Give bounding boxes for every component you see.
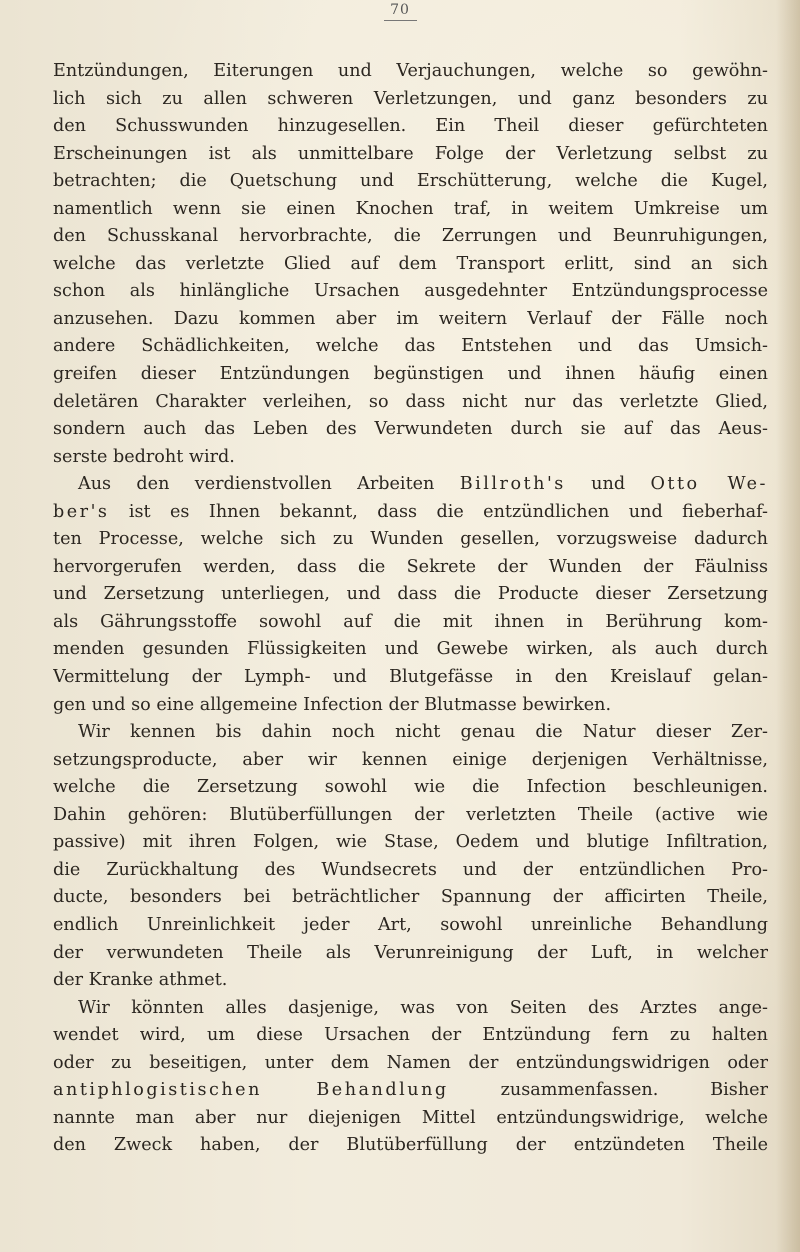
text-line: serste bedroht wird. bbox=[53, 446, 235, 467]
paragraph bbox=[53, 995, 768, 1160]
text-line: der Kranke athmet. bbox=[53, 970, 228, 991]
text-line: setzungsproducte, aber wir kennen einige derjenigen Verhältnisse, bbox=[53, 749, 768, 770]
author-name-billroth: Billroth's bbox=[459, 474, 566, 495]
text-line: greifen dieser Entzündungen begünstigen und ihnen häufig einen bbox=[53, 364, 768, 385]
text-line: welche das verletzte Glied auf dem Transport erlitt, sind an sich bbox=[53, 253, 768, 274]
paragraph bbox=[53, 58, 768, 471]
text-line: passive) mit ihren Folgen, wie Stase, Oedem und blutige Infiltration, bbox=[53, 832, 768, 853]
text-line: lich sich zu allen schweren Verletzungen, und ganz besonders zu bbox=[53, 88, 768, 109]
page-edge-shadow bbox=[776, 0, 800, 1252]
text-line bbox=[53, 1077, 768, 1105]
text-line: namentlich wenn sie einen Knochen traf, in weitem Umkreise um bbox=[53, 198, 768, 219]
page-number-underline bbox=[384, 20, 417, 21]
text-line: den Schusskanal hervorbrachte, die Zerrungen und Beunruhigungen, bbox=[53, 226, 768, 247]
text-run: Aus den verdienstvollen Arbeiten bbox=[78, 474, 460, 495]
text-line: menden gesunden Flüssigkeiten und Gewebe wirken, als auch durch bbox=[53, 639, 768, 660]
text-line bbox=[53, 471, 768, 499]
paragraph bbox=[53, 719, 768, 994]
text-line: welche die Zersetzung sowohl wie die Infection beschleunigen. bbox=[53, 777, 768, 798]
text-line: betrachten; die Quetschung und Erschütterung, welche die Kugel, bbox=[53, 171, 768, 192]
text-line: nannte man aber nur diejenigen Mittel entzündungswidrige, welche bbox=[53, 1107, 768, 1128]
text-line: endlich Unreinlichkeit jeder Art, sowohl unreinliche Behandlung bbox=[53, 914, 768, 935]
text-line: ducte, besonders bei beträchtlicher Spannung der afficirten Theile, bbox=[53, 887, 768, 908]
text-line: als Gährungsstoffe sowohl auf die mit ihnen in Berührung kom- bbox=[53, 611, 768, 632]
text-line: den Schusswunden hinzugesellen. Ein Theil dieser gefürchteten bbox=[53, 116, 768, 137]
text-line: anzusehen. Dazu kommen aber im weitern Verlauf der Fälle noch bbox=[53, 308, 768, 329]
text-line: sondern auch das Leben des Verwundeten durch sie auf das Aeus- bbox=[53, 419, 768, 440]
text-line: Wir könnten alles dasjenige, was von Seiten des Arztes ange- bbox=[78, 997, 768, 1018]
text-line: ten Processe, welche sich zu Wunden gesellen, vorzugsweise dadurch bbox=[53, 529, 768, 550]
author-name-weber-tail: ber's bbox=[53, 501, 110, 522]
text-line: Erscheinungen ist als unmittelbare Folge der Verletzung selbst zu bbox=[53, 143, 768, 164]
text-line: oder zu beseitigen, unter dem Namen der entzündungswidrigen oder bbox=[53, 1052, 768, 1073]
text-line: Vermittelung der Lymph- und Blutgefässe in den Kreislauf gelan- bbox=[53, 667, 768, 688]
text-line: hervorgerufen werden, dass die Sekrete der Wunden der Fäulniss bbox=[53, 556, 768, 577]
author-name-otto-weber: Otto We- bbox=[650, 474, 768, 495]
text-line: den Zweck haben, der Blutüberfüllung der entzündeten Theile bbox=[53, 1135, 768, 1156]
text-line: andere Schädlichkeiten, welche das Entstehen und das Umsich- bbox=[53, 336, 768, 357]
paragraph bbox=[53, 471, 768, 719]
text-line: gen und so eine allgemeine Infection der Blutmasse bewirken. bbox=[53, 694, 612, 715]
text-line bbox=[53, 499, 768, 527]
text-run: ist es Ihnen bekannt, dass die entzündlichen und fieberhaf- bbox=[109, 501, 768, 522]
text-line: schon als hinlängliche Ursachen ausgedehnter Entzündungsprocesse bbox=[53, 281, 768, 302]
emphasized-term-antiphlogistic: antiphlogistischen Behandlung bbox=[53, 1080, 449, 1101]
body-text bbox=[53, 58, 768, 1160]
text-line: Dahin gehören: Blutüberfüllungen der verletzten Theile (active wie bbox=[53, 804, 768, 825]
text-line: Entzündungen, Eiterungen und Verjauchungen, welche so gewöhn- bbox=[53, 61, 768, 81]
text-line: und Zersetzung unterliegen, und dass die Producte dieser Zersetzung bbox=[53, 584, 768, 605]
text-run: zusammenfassen. Bisher bbox=[448, 1080, 768, 1101]
text-line: der verwundeten Theile als Verunreinigung der Luft, in welcher bbox=[53, 942, 768, 963]
page-number: 70 bbox=[390, 2, 410, 18]
text-line: wendet wird, um diese Ursachen der Entzündung fern zu halten bbox=[53, 1025, 768, 1046]
text-line: deletären Charakter verleihen, so dass nicht nur das verletzte Glied, bbox=[53, 391, 768, 412]
text-line: Wir kennen bis dahin noch nicht genau die Natur dieser Zer- bbox=[78, 722, 768, 743]
text-run: und bbox=[565, 474, 651, 495]
text-line: die Zurückhaltung des Wundsecrets und der entzündlichen Pro- bbox=[53, 859, 768, 880]
